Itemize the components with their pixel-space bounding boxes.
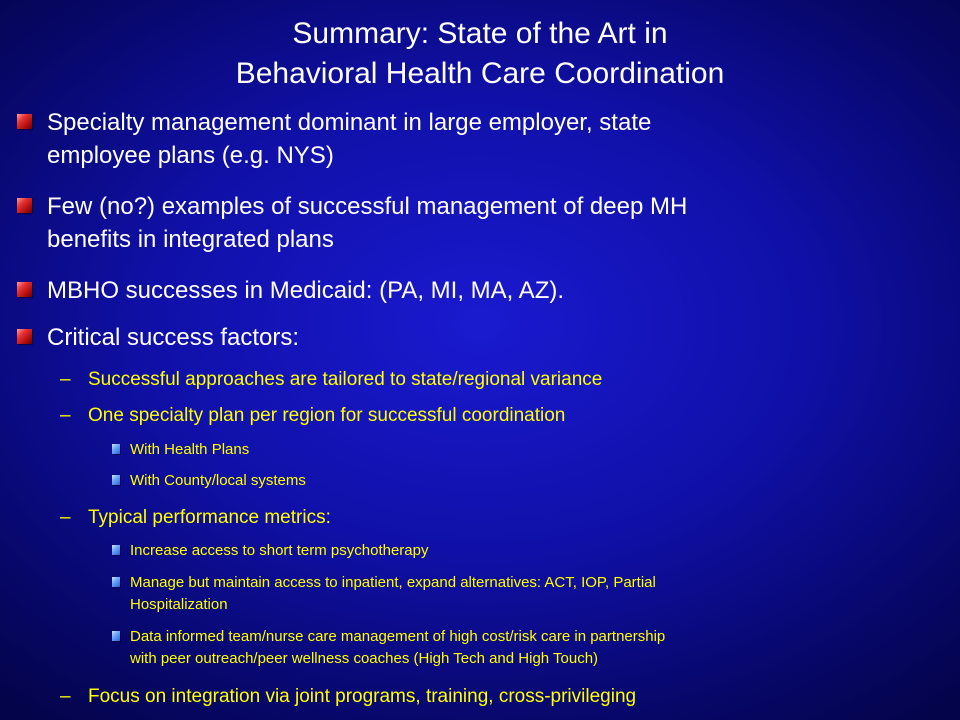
blue-square-bullet-icon (112, 475, 120, 485)
subsub-increase-access: Increase access to short term psychotherapy (130, 540, 910, 562)
red-square-bullet-icon (17, 329, 32, 344)
subitem-focus-on-integration: – Focus on integration via joint programs, training, cross-privileging (60, 686, 637, 707)
bullet-critical-success-factors: Critical success factors: (47, 321, 927, 354)
red-square-bullet-icon (17, 282, 32, 297)
subitem-performance-metrics: – Typical performance metrics: (60, 507, 331, 528)
dash-bullet: – (60, 686, 71, 707)
red-square-bullet-icon (17, 114, 32, 129)
subitem-one-specialty-plan: – One specialty plan per region for successful coordination (60, 405, 566, 426)
bullet-specialty-management: Specialty management dominant in large employer, state employee plans (e.g. NYS) (47, 106, 927, 172)
red-square-bullet-icon (17, 198, 32, 213)
blue-square-bullet-icon (112, 577, 120, 587)
slide-title-line-2: Behavioral Health Care Coordination (235, 57, 725, 90)
bullet-few-examples: Few (no?) examples of successful management of deep MH benefits in integrated plans (47, 190, 927, 256)
subsub-with-county-systems: With County/local systems (130, 470, 910, 492)
bullet-mbho-successes: MBHO successes in Medicaid: (PA, MI, MA, AZ). (47, 274, 927, 307)
blue-square-bullet-icon (112, 444, 120, 454)
subitem-tailored-approaches: – Successful approaches are tailored to state/regional variance (60, 369, 603, 390)
dash-bullet: – (60, 507, 71, 528)
subsub-data-informed-care: Data informed team/nurse care management of high cost/risk care in partnership with peer outreach/peer wellness coaches (High Tech and High Touch) (130, 626, 910, 670)
dash-bullet: – (60, 405, 71, 426)
subsub-with-health-plans: With Health Plans (130, 439, 910, 461)
blue-square-bullet-icon (112, 545, 120, 555)
dash-bullet: – (60, 369, 71, 390)
blue-square-bullet-icon (112, 631, 120, 641)
subsub-manage-inpatient: Manage but maintain access to inpatient, expand alternatives: ACT, IOP, Partial Hospitalization (130, 572, 910, 616)
slide-title-line-1: Summary: State of the Art in (292, 17, 668, 50)
